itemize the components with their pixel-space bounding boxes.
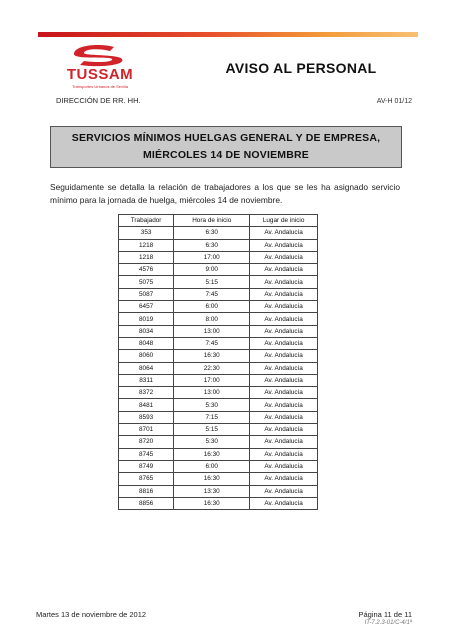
cell-start-time: 7:45 <box>174 288 250 300</box>
cell-start-place: Av. Andalucía <box>250 374 318 386</box>
document-code: AV-H 01/12 <box>376 98 412 105</box>
table-row <box>119 325 318 337</box>
department-label: DIRECCIÓN DE RR. HH. <box>56 96 141 105</box>
cell-start-time: 13:00 <box>174 387 250 399</box>
cell-worker: 8311 <box>119 374 174 386</box>
cell-worker: 8720 <box>119 436 174 448</box>
cell-start-time: 6:00 <box>174 460 250 472</box>
banner-line-1: SERVICIOS MÍNIMOS HUELGAS GENERAL Y DE EMPRESA, <box>71 132 381 144</box>
cell-start-place: Av. Andalucía <box>250 460 318 472</box>
cell-worker: 8745 <box>119 448 174 460</box>
column-header-start-time: Hora de inicio <box>174 215 250 227</box>
table-row <box>119 337 318 349</box>
cell-start-time: 16:30 <box>174 350 250 362</box>
cell-worker: 8816 <box>119 485 174 497</box>
cell-start-time: 13:30 <box>174 485 250 497</box>
workers-table <box>118 214 318 510</box>
table-row <box>119 301 318 313</box>
cell-start-time: 17:00 <box>174 374 250 386</box>
column-header-start-place: Lugar de inicio <box>250 215 318 227</box>
cell-start-place: Av. Andalucía <box>250 325 318 337</box>
cell-start-time: 5:15 <box>174 276 250 288</box>
document-title: AVISO AL PERSONAL <box>225 60 377 76</box>
cell-start-place: Av. Andalucía <box>250 399 318 411</box>
table-row <box>119 227 318 239</box>
cell-start-place: Av. Andalucía <box>250 387 318 399</box>
cell-start-place: Av. Andalucía <box>250 251 318 263</box>
cell-start-place: Av. Andalucía <box>250 276 318 288</box>
cell-start-place: Av. Andalucía <box>250 239 318 251</box>
cell-worker: 8701 <box>119 424 174 436</box>
column-header-worker: Trabajador <box>119 215 174 227</box>
cell-worker: 1218 <box>119 251 174 263</box>
table-row <box>119 350 318 362</box>
table-body <box>119 227 318 510</box>
footer-date: Martes 13 de noviembre de 2012 <box>36 610 147 619</box>
cell-worker: 8481 <box>119 399 174 411</box>
table-row <box>119 411 318 423</box>
table-row <box>119 387 318 399</box>
header-color-bar <box>38 32 418 37</box>
cell-start-time: 5:30 <box>174 436 250 448</box>
cell-start-time: 16:30 <box>174 448 250 460</box>
cell-start-place: Av. Andalucía <box>250 485 318 497</box>
table-row <box>119 436 318 448</box>
cell-start-time: 16:30 <box>174 497 250 509</box>
logo-subtitle: Transportes Urbanos de Sevilla <box>72 84 128 89</box>
cell-start-time: 7:45 <box>174 337 250 349</box>
cell-worker: 1218 <box>119 239 174 251</box>
cell-worker: 8048 <box>119 337 174 349</box>
table-row <box>119 264 318 276</box>
table-row <box>119 485 318 497</box>
cell-start-time: 6:00 <box>174 301 250 313</box>
table-row <box>119 460 318 472</box>
cell-worker: 5087 <box>119 288 174 300</box>
table-row <box>119 362 318 374</box>
cell-worker: 8064 <box>119 362 174 374</box>
tussam-s-logo-icon <box>70 42 130 68</box>
banner-line-2: MIÉRCOLES 14 DE NOVIEMBRE <box>142 149 310 161</box>
cell-start-place: Av. Andalucía <box>250 264 318 276</box>
cell-start-place: Av. Andalucía <box>250 288 318 300</box>
cell-worker: 6457 <box>119 301 174 313</box>
cell-worker: 8593 <box>119 411 174 423</box>
cell-start-place: Av. Andalucía <box>250 301 318 313</box>
cell-start-time: 13:00 <box>174 325 250 337</box>
cell-worker: 8856 <box>119 497 174 509</box>
cell-worker: 8060 <box>119 350 174 362</box>
cell-worker: 8749 <box>119 460 174 472</box>
cell-start-time: 5:30 <box>174 399 250 411</box>
table-row <box>119 497 318 509</box>
cell-worker: 353 <box>119 227 174 239</box>
cell-start-time: 22:30 <box>174 362 250 374</box>
cell-start-place: Av. Andalucía <box>250 497 318 509</box>
cell-start-place: Av. Andalucía <box>250 436 318 448</box>
cell-worker: 8034 <box>119 325 174 337</box>
table-row <box>119 448 318 460</box>
company-logo <box>60 42 140 104</box>
cell-worker: 8372 <box>119 387 174 399</box>
table-row <box>119 288 318 300</box>
cell-worker: 5075 <box>119 276 174 288</box>
table-row <box>119 313 318 325</box>
cell-start-time: 16:30 <box>174 473 250 485</box>
table-row <box>119 424 318 436</box>
cell-start-time: 6:30 <box>174 239 250 251</box>
cell-start-place: Av. Andalucía <box>250 362 318 374</box>
cell-start-time: 5:15 <box>174 424 250 436</box>
intro-paragraph: Seguidamente se detalla la relación de trabajadores a los que se les ha asignado servicio mínimo para la jornada de huelga, miércoles 14 de noviembre. <box>50 182 400 205</box>
table-row <box>119 399 318 411</box>
cell-worker: 4576 <box>119 264 174 276</box>
cell-start-time: 9:00 <box>174 264 250 276</box>
cell-start-place: Av. Andalucía <box>250 448 318 460</box>
logo-wordmark: TUSSAM <box>66 66 134 83</box>
cell-start-place: Av. Andalucía <box>250 227 318 239</box>
cell-start-time: 6:30 <box>174 227 250 239</box>
table-header-row <box>119 215 318 227</box>
cell-worker: 8765 <box>119 473 174 485</box>
cell-start-time: 17:00 <box>174 251 250 263</box>
cell-start-place: Av. Andalucía <box>250 473 318 485</box>
cell-start-time: 7:15 <box>174 411 250 423</box>
table-row <box>119 276 318 288</box>
cell-start-place: Av. Andalucía <box>250 313 318 325</box>
table-row <box>119 239 318 251</box>
cell-start-place: Av. Andalucía <box>250 337 318 349</box>
cell-start-place: Av. Andalucía <box>250 424 318 436</box>
footer-page-number: Página 11 de 11 <box>358 610 412 619</box>
cell-worker: 8019 <box>119 313 174 325</box>
cell-start-place: Av. Andalucía <box>250 411 318 423</box>
footer-reference-code: IT-7.2.3-01/C-4/1ª <box>364 620 412 626</box>
table-row <box>119 251 318 263</box>
notice-banner <box>50 126 402 168</box>
cell-start-place: Av. Andalucía <box>250 350 318 362</box>
table-row <box>119 473 318 485</box>
table-row <box>119 374 318 386</box>
cell-start-time: 8:00 <box>174 313 250 325</box>
